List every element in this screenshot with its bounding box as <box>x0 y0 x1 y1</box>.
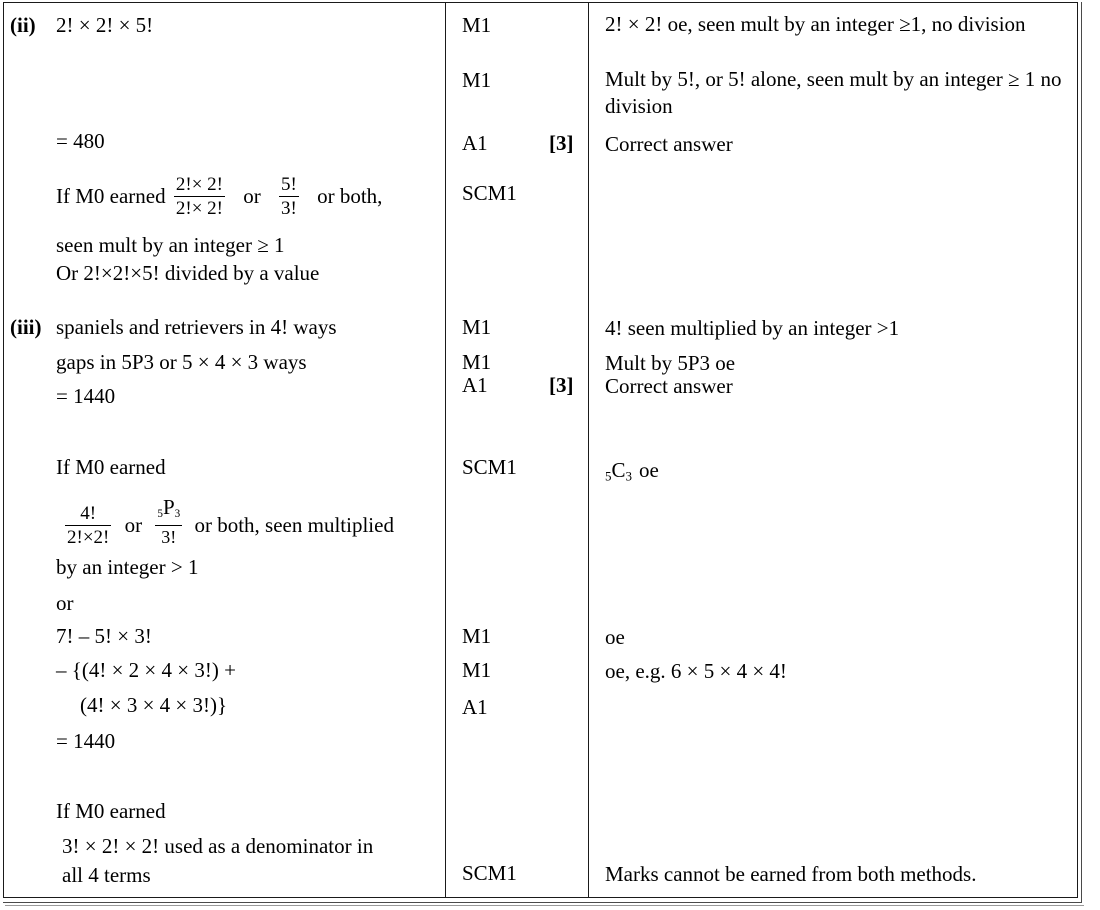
note-text: 4! seen multiplied by an integer >1 <box>605 316 900 340</box>
part-iii-sc-or: or <box>124 513 143 538</box>
part-iii-sc-tail: or both, seen multiplied <box>194 513 394 538</box>
part-ii-sc-line2: seen mult by an integer ≥ 1 <box>56 233 285 257</box>
note-text: oe <box>639 458 659 482</box>
frame-outer-rule-right <box>1081 2 1082 902</box>
note-text: Mult by 5P3 oe <box>605 351 736 375</box>
part-ii-result: = 480 <box>56 129 105 153</box>
part-iii-line3: = 1440 <box>56 384 116 408</box>
part-iii-alt-line3: (4! × 3 × 4 × 3!)} <box>80 693 228 717</box>
mark-code: M1 <box>462 624 492 648</box>
fraction-numerator: 4! <box>65 504 111 526</box>
part-iii-sc-fraction-row <box>62 497 394 548</box>
fraction-5P3-over-3fact <box>155 497 182 548</box>
fraction-numerator: 5! <box>281 174 297 195</box>
mark-code: M1 <box>462 658 492 682</box>
part-iii-final-intro: If M0 earned <box>56 799 166 823</box>
mark-code: M1 <box>462 68 492 92</box>
part-iii-alt-or: or <box>56 591 74 615</box>
mark-code: SCM1 <box>462 861 517 885</box>
part-iii-label: (iii) <box>10 315 42 339</box>
part-iii-alt-line4: = 1440 <box>56 729 116 753</box>
combination-right-subscript: 3 <box>625 468 633 484</box>
fraction-numerator: 2!× 2! <box>175 174 223 195</box>
mark-code: SCM1 <box>462 455 517 479</box>
mark-code: A1 <box>462 373 488 397</box>
fraction-5fact-over-3fact <box>279 175 299 219</box>
frame-outer-rule-bottom <box>3 902 1082 903</box>
part-iii-sc-line2: by an integer > 1 <box>56 555 199 579</box>
part-ii-sc-fraction-row <box>56 175 382 219</box>
part-iii-alt-line1: 7! – 5! × 3! <box>56 624 152 648</box>
mark-code: M1 <box>462 315 492 339</box>
note-text: 2! × 2! oe, seen mult by an integer ≥1, no division <box>605 12 1026 36</box>
note-combination-row <box>605 458 659 489</box>
part-iii-final-line1: 3! × 2! × 2! used as a denominator in <box>62 834 374 858</box>
fraction-2fact-over-2fact <box>174 175 225 219</box>
part-ii-sc-intro: If M0 earned <box>56 184 166 209</box>
fraction-denominator: 2!× 2! <box>175 198 223 219</box>
part-ii-sc-line3: Or 2!×2!×5! divided by a value <box>56 261 320 285</box>
fraction-denominator: 2!×2! <box>67 527 110 549</box>
permutation-symbol: P <box>162 495 175 519</box>
mark-code: A1 <box>462 131 488 155</box>
fraction-denominator: 3! <box>161 527 177 548</box>
note-text: Correct answer <box>605 374 733 398</box>
fraction-4fact-over-2fact2fact <box>65 504 111 548</box>
mark-total: [3] <box>549 373 574 397</box>
mark-scheme-table <box>3 2 1078 898</box>
mark-code: SCM1 <box>462 181 517 205</box>
combination-symbol: C <box>611 458 626 482</box>
note-text: Correct answer <box>605 132 733 156</box>
note-text: oe, e.g. 6 × 5 × 4 × 4! <box>605 659 787 683</box>
part-ii-expression: 2! × 2! × 5! <box>56 13 154 37</box>
part-ii-label: (ii) <box>10 13 36 37</box>
part-iii-alt-line2: – {(4! × 2 × 4 × 3!) + <box>56 658 236 682</box>
part-ii-sc-or-both: or both, <box>317 184 383 209</box>
note-text: Mult by 5!, or 5! alone, seen mult by an integer ≥ 1 no division <box>605 67 1062 118</box>
frame-outer-rule-bottom-2 <box>5 905 1084 906</box>
fraction-numerator <box>155 497 182 526</box>
mark-code: A1 <box>462 695 488 719</box>
combination-left-subscript: 5 <box>605 468 612 484</box>
part-iii-final-line2: all 4 terms <box>62 863 151 887</box>
mark-code: M1 <box>462 350 492 374</box>
part-iii-line1: spaniels and retrievers in 4! ways <box>56 315 337 339</box>
permutation-left-subscript: 5 <box>157 508 163 521</box>
mark-code: M1 <box>462 13 492 37</box>
part-iii-sc-intro: If M0 earned <box>56 455 166 479</box>
part-iii-line2: gaps in 5P3 or 5 × 4 × 3 ways <box>56 350 307 374</box>
column-divider-mark-notes <box>588 3 589 897</box>
note-text: Marks cannot be earned from both methods. <box>605 862 977 886</box>
permutation-right-subscript: 3 <box>174 508 181 521</box>
column-divider-work-mark <box>445 3 446 897</box>
fraction-denominator: 3! <box>281 198 297 219</box>
note-text: oe <box>605 625 625 649</box>
mark-total: [3] <box>549 131 574 155</box>
part-ii-sc-or: or <box>243 184 261 209</box>
